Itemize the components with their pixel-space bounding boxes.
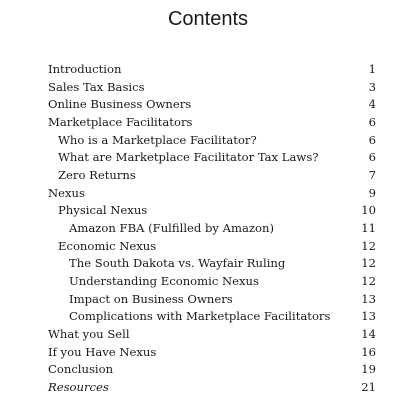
toc-entry-label: The South Dakota vs. Wayfair Ruling bbox=[69, 256, 286, 271]
toc-entry-page: 4 bbox=[368, 97, 376, 112]
page-title: Contents bbox=[167, 8, 249, 30]
toc-entry-page: 9 bbox=[368, 185, 376, 200]
toc-entry-page: 6 bbox=[368, 150, 376, 165]
toc-entry-label: If you Have Nexus bbox=[48, 344, 157, 359]
toc-entry-label: Economic Nexus bbox=[58, 238, 157, 253]
toc-entry[interactable] bbox=[48, 167, 376, 185]
toc-entry-page: 3 bbox=[368, 79, 376, 94]
toc-entry-page: 1 bbox=[368, 62, 376, 76]
toc-entry-page: 10 bbox=[361, 203, 376, 218]
toc-entry-page: 16 bbox=[361, 344, 376, 359]
toc-entry-label: Online Business Owners bbox=[48, 97, 192, 112]
toc-entry[interactable] bbox=[48, 220, 376, 238]
toc-entry[interactable] bbox=[48, 202, 376, 220]
toc-entry[interactable] bbox=[48, 344, 376, 362]
toc-entry[interactable] bbox=[48, 255, 376, 273]
toc-entry[interactable] bbox=[48, 379, 376, 397]
toc-entry-label: Nexus bbox=[48, 185, 85, 200]
toc-entry-label: What you Sell bbox=[48, 326, 130, 341]
toc-entry-page: 11 bbox=[361, 220, 376, 235]
toc-entry-page: 13 bbox=[361, 291, 376, 306]
toc-entry-page: 6 bbox=[368, 132, 376, 147]
toc-entry-label: Conclusion bbox=[48, 362, 114, 377]
toc-entry[interactable] bbox=[48, 308, 376, 326]
toc-entry-label: Marketplace Facilitators bbox=[48, 114, 193, 129]
toc-entry[interactable] bbox=[48, 96, 376, 114]
toc-entry-label: Introduction bbox=[48, 62, 122, 76]
toc-entry-page: 12 bbox=[361, 273, 376, 288]
toc-entry[interactable] bbox=[48, 361, 376, 379]
toc-entry-page: 12 bbox=[361, 238, 376, 253]
toc-entry-page: 13 bbox=[361, 309, 376, 324]
toc-entry-label: Impact on Business Owners bbox=[69, 291, 233, 306]
toc-entry[interactable] bbox=[48, 132, 376, 150]
toc-entry-label: Understanding Economic Nexus bbox=[69, 273, 259, 288]
toc-entry-label: Physical Nexus bbox=[58, 203, 148, 218]
toc-entry-label: Who is a Marketplace Facilitator? bbox=[58, 132, 257, 147]
toc-entry[interactable] bbox=[48, 326, 376, 344]
toc-entry[interactable] bbox=[48, 114, 376, 132]
toc-entry[interactable] bbox=[48, 273, 376, 291]
table-of-contents bbox=[48, 61, 376, 396]
toc-entry-page: 19 bbox=[361, 362, 376, 377]
toc-entry[interactable] bbox=[48, 79, 376, 97]
toc-entry[interactable] bbox=[48, 291, 376, 309]
toc-entry-page: 21 bbox=[361, 379, 376, 394]
toc-entry-label: Zero Returns bbox=[58, 167, 136, 182]
toc-entry[interactable] bbox=[48, 185, 376, 203]
toc-entry-page: 7 bbox=[368, 167, 376, 182]
toc-entry-label: Complications with Marketplace Facilitators bbox=[69, 309, 331, 324]
toc-entry-page: 6 bbox=[368, 114, 376, 129]
toc-entry[interactable] bbox=[48, 238, 376, 256]
toc-entry-page: 14 bbox=[361, 326, 376, 341]
toc-entry-label: What are Marketplace Facilitator Tax Laws? bbox=[58, 150, 319, 165]
toc-entry[interactable] bbox=[48, 61, 376, 79]
toc-entry[interactable] bbox=[48, 149, 376, 167]
toc-entry-label: Sales Tax Basics bbox=[48, 79, 145, 94]
toc-entry-label: Resources bbox=[48, 379, 109, 394]
toc-entry-page: 12 bbox=[361, 256, 376, 271]
toc-entry-label: Amazon FBA (Fulfilled by Amazon) bbox=[69, 220, 275, 235]
